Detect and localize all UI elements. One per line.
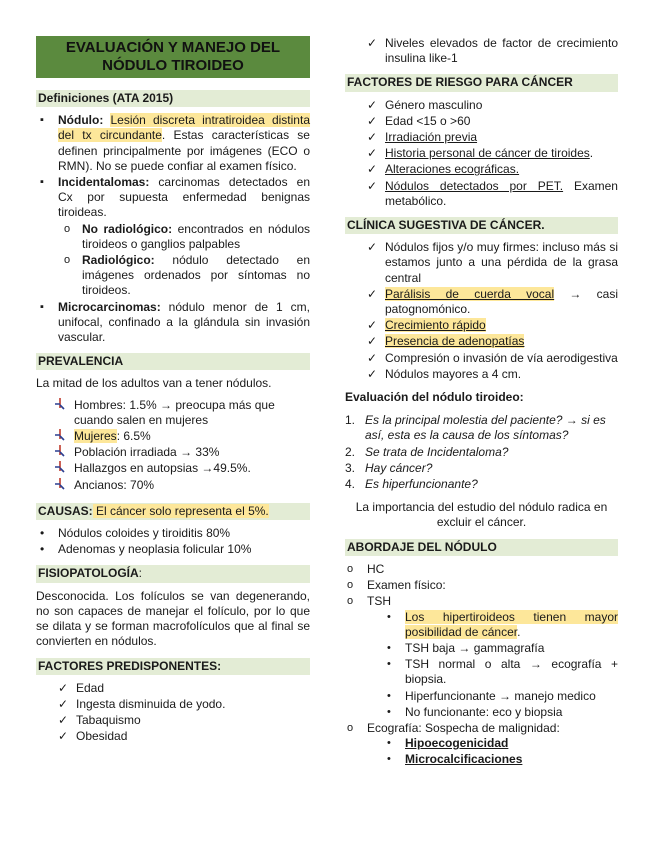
- predisponente-item: ✓ Edad: [58, 680, 105, 695]
- predisponentes-continued: [345, 36, 618, 66]
- eco-item: • Hipoecogenicidad: [345, 736, 618, 751]
- evaluacion-item: 1. Es la principal molestia del paciente? → si es así, esta es la causa de los síntomas?: [345, 413, 606, 443]
- riesgo-item: ✓ Edad <15 o >60: [367, 113, 471, 128]
- evaluacion-item: 4. Es hiperfuncionante?: [345, 477, 478, 492]
- definiciones-list: [36, 113, 310, 345]
- prevalencia-intro: La mitad de los adultos van a tener nódulos.: [36, 376, 272, 391]
- prev-item: Hallazgos en autopsias →49.5%.: [36, 461, 310, 476]
- prev-item: Hombres: 1.5% → preocupa más que cuando salen en mujeres: [36, 398, 310, 428]
- fisiopatologia-heading: FISIOPATOLOGÍA:: [36, 565, 310, 582]
- riesgo-item: ✓ Irradiación previa: [367, 130, 478, 145]
- check-icon: ✓: [58, 680, 69, 695]
- tsh-item: • Los hipertiroideos tienen mayor posibilidad de cáncer.: [345, 610, 618, 640]
- prev-item: Mujeres: 6.5%: [36, 429, 310, 444]
- def-microcarcinomas: ▪ Microcarcinomas: nódulo menor de 1 cm, unifocal, confinado a la glándula sin invasión vascular.: [36, 300, 310, 346]
- tsh-item: • No funcionante: eco y biopsia: [345, 705, 618, 720]
- check-icon: ✓: [58, 696, 69, 711]
- left-column: [36, 36, 310, 746]
- red-blue-arrow-bullet-icon: [54, 398, 66, 414]
- riesgo-item: ✓ Alteraciones ecográficas.: [367, 162, 520, 177]
- predisponente-item: ✓ Tabaquismo: [58, 713, 141, 728]
- check-icon: ✓: [367, 318, 378, 333]
- check-icon: ✓: [367, 36, 378, 50]
- red-blue-arrow-bullet-icon: [54, 445, 66, 461]
- check-icon: ✓: [367, 146, 378, 161]
- prev-item: Ancianos: 70%: [36, 478, 310, 493]
- evaluacion-note: La importancia del estudio del nódulo radica en excluir el cáncer.: [355, 500, 608, 530]
- prev-item: Población irradiada → 33%: [36, 445, 310, 460]
- abordaje-item-examen: o Examen físico:: [345, 578, 618, 593]
- red-blue-arrow-bullet-icon: [54, 478, 66, 494]
- def-incidentalomas: ▪ Incidentalomas: carcinomas detectados en Cx por supuesta enfermedad benignas tiroideas. o No radiológico: encontrados en nódulos tiroideos o ganglios palpables o Radiológico: nódulo detectado en imágenes ordenados por síntomas no tiroideos.: [36, 175, 310, 299]
- evaluacion-item: 3. Hay cáncer?: [345, 460, 433, 475]
- evaluacion-list: [345, 413, 618, 492]
- check-icon: ✓: [367, 97, 378, 112]
- causas-list: [36, 526, 310, 557]
- def-nodulo: ▪ Nódulo: Lesión discreta intratiroidea distinta del tx circundante. Estas características se definen principalmente por imágenes (ECO o RMN). No se puede confiar al examen físico.: [36, 113, 310, 174]
- fisiopatologia-text: Desconocida. Los folículos se van degenerando, no son capaces de manejar el folículo, por lo que se dilata y se forman macrofolículos que al final se convierten en nódulos.: [36, 588, 310, 649]
- abordaje-item-ecografia: o Ecografía: Sospecha de malignidad: • Hipoecogenicidad • Microcalcificaciones: [345, 721, 618, 768]
- red-blue-arrow-bullet-icon: [54, 429, 66, 445]
- predisponentes-list: [36, 681, 310, 745]
- causa-item: • Adenomas y neoplasia folicular 10%: [36, 542, 310, 557]
- check-icon: ✓: [367, 240, 378, 255]
- clinica-item: ✓ Presencia de adenopatías: [367, 334, 525, 349]
- riesgo-list: [345, 98, 618, 209]
- check-icon: ✓: [367, 113, 378, 128]
- tsh-item: • TSH normal o alta → ecografía + biopsia.: [345, 657, 618, 687]
- check-icon: ✓: [58, 713, 69, 728]
- tsh-item: • Hiperfuncionante → manejo medico: [345, 689, 618, 704]
- prevalencia-heading: PREVALENCIA: [36, 353, 310, 370]
- def-no-radiologico: o No radiológico: encontrados en nódulos tiroideos o ganglios palpables: [36, 222, 310, 252]
- evaluacion-item: 2. Se trata de Incidentaloma?: [345, 444, 509, 459]
- clinica-heading: CLÍNICA SUGESTIVA DE CÁNCER.: [345, 217, 618, 234]
- evaluacion-heading: Evaluación del nódulo tiroideo:: [345, 390, 524, 405]
- riesgo-item: ✓ Historia personal de cáncer de tiroides.: [367, 146, 594, 161]
- prevalencia-list: [36, 398, 310, 493]
- check-icon: ✓: [367, 130, 378, 145]
- riesgo-item: ✓ Nódulos detectados por PET. Examen metabólico.: [367, 178, 618, 208]
- abordaje-item-hc: o HC: [345, 562, 618, 577]
- riesgo-heading: FACTORES DE RIESGO PARA CÁNCER: [345, 74, 618, 91]
- clinica-item: ✓ Parálisis de cuerda vocal → casi patognomónico.: [367, 286, 618, 317]
- eco-item: • Microcalcificaciones: [345, 752, 618, 767]
- check-icon: ✓: [367, 178, 378, 193]
- abordaje-heading: ABORDAJE DEL NÓDULO: [345, 539, 618, 556]
- clinica-item: ✓ Compresión o invasión de vía aerodigestiva: [367, 350, 618, 365]
- tsh-item: • TSH baja → gammagrafía: [345, 641, 618, 656]
- predisponente-item: ✓ Ingesta disminuida de yodo.: [58, 696, 226, 711]
- clinica-list: [345, 240, 618, 382]
- clinica-item: ✓ Crecimiento rápido: [367, 318, 486, 333]
- definiciones-heading: Definiciones (ATA 2015): [36, 90, 310, 107]
- clinica-item: ✓ Nódulos mayores a 4 cm.: [367, 366, 522, 381]
- causa-item: • Nódulos coloides y tiroiditis 80%: [36, 526, 310, 541]
- check-icon: ✓: [367, 366, 378, 381]
- predisponente-item: ✓ Obesidad: [58, 729, 128, 744]
- right-column: [345, 36, 618, 769]
- check-icon: ✓: [367, 334, 378, 349]
- riesgo-item: ✓ Género masculino: [367, 97, 483, 112]
- check-icon: ✓: [58, 729, 69, 744]
- abordaje-item-tsh: o TSH • Los hipertiroideos tienen mayor posibilidad de cáncer. • TSH baja → gammagrafía • TSH normal o alta → ecografía + biopsia. • Hiperfuncionante → manejo medico • No funcionante: eco y biopsia: [345, 594, 618, 720]
- def-radiologico: o Radiológico: nódulo detectado en imágenes ordenados por síntomas no tiroideos.: [36, 253, 310, 299]
- predisponente-item: ✓ Niveles elevados de factor de crecimiento insulina like-1: [367, 36, 618, 66]
- check-icon: ✓: [367, 286, 378, 301]
- causas-heading: CAUSAS: El cáncer solo representa el 5%.: [36, 503, 310, 520]
- predisponentes-heading: FACTORES PREDISPONENTES:: [36, 658, 310, 675]
- check-icon: ✓: [367, 162, 378, 177]
- abordaje-list: [345, 562, 618, 768]
- red-blue-arrow-bullet-icon: [54, 461, 66, 477]
- check-icon: ✓: [367, 350, 378, 365]
- document-title: EVALUACIÓN Y MANEJO DEL NÓDULO TIROIDEO: [36, 36, 310, 78]
- clinica-item: ✓ Nódulos fijos y/o muy firmes: incluso más si estamos junto a una pérdida de la grasa central: [367, 240, 618, 285]
